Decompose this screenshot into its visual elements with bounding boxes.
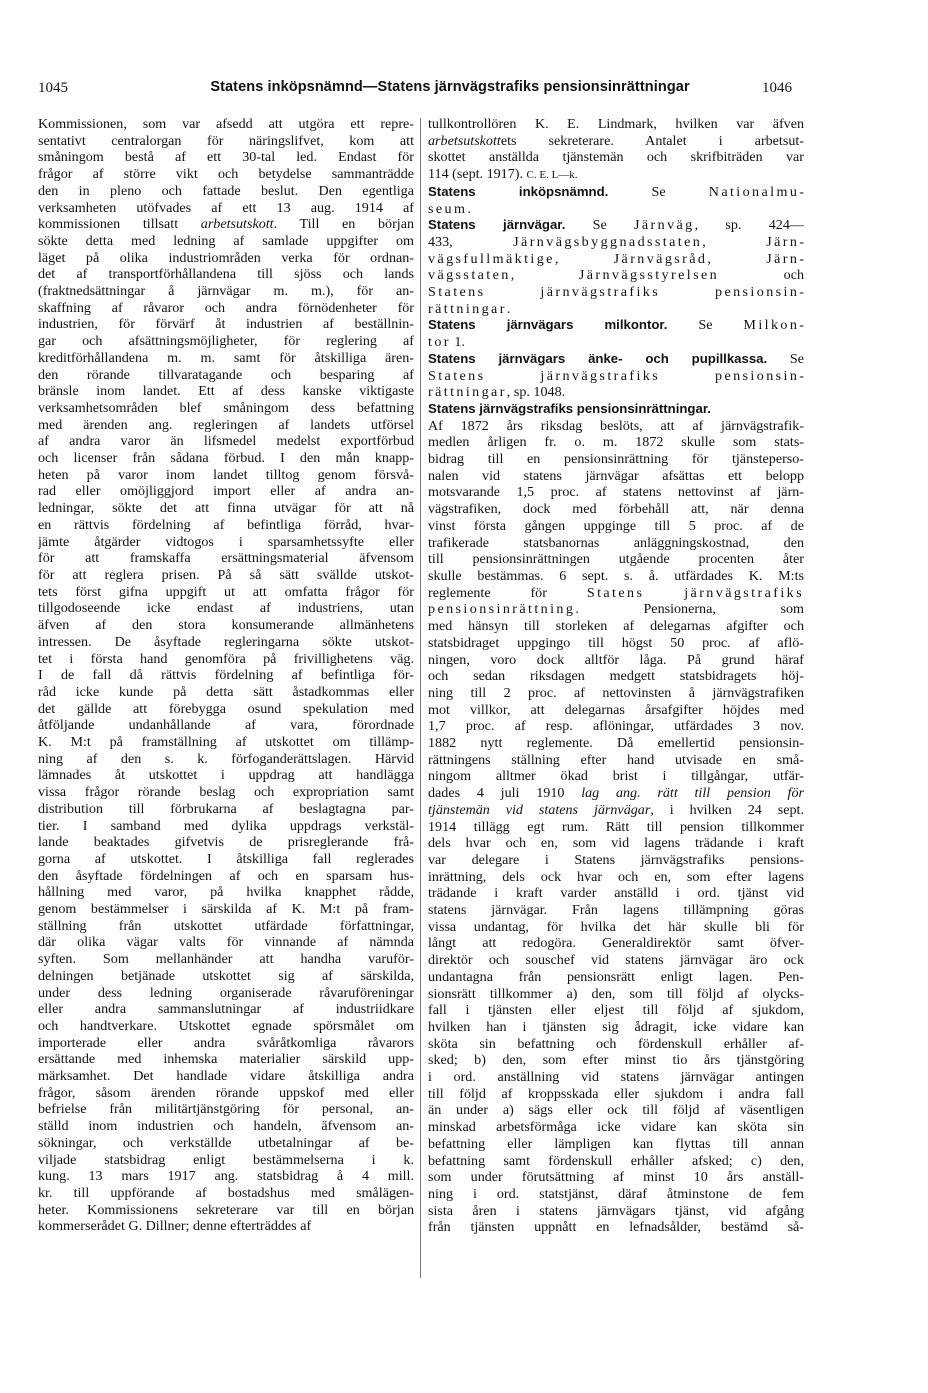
left-column-line: och licenser från sådana förbud. I den mån knapp- (38, 450, 414, 467)
left-column-line: lande beaktades gifvetvis de prisreglerande frå- (38, 834, 414, 851)
right-column-line: och sedan riksdagen medgett statsbidragets höj- (428, 668, 804, 685)
left-column-line: befrielse från militärtjänstgöring för personal, an- (38, 1101, 414, 1118)
right-column-line: ning till 2 proc. af nettovinsten å järnvägstrafiken (428, 684, 804, 701)
right-column-line: Statens järnvägar. Se Järnväg, sp. 424— (428, 217, 804, 234)
left-column-line: genom bestämmelser i särskilda af K. M:t på fram- (38, 901, 414, 918)
left-column-line: den rörande tillvaratagande och besparing af (38, 366, 414, 383)
left-column-line: lämnades åt utskottet i uppdrag att handlägga (38, 767, 414, 784)
right-column-line: än under a) sägs eller ock till följd af väsentligen (428, 1102, 804, 1119)
left-column-line: med ärenden ang. regleringen af landets utförsel (38, 416, 414, 433)
left-column-line: af andra varor än lifsmedel medelst exportförbud (38, 433, 414, 450)
left-column-line: gar och afsättningsmöjligheter, för reglering af (38, 333, 414, 350)
left-column-line: det af transportförhållandena till sjöss och lands (38, 266, 414, 283)
left-column-line: åtföljande undanhållande af vara, förordnade (38, 717, 414, 734)
left-column-line: den åsyftade fördelningen af och en sparsam hus- (38, 867, 414, 884)
page-number-left: 1045 (38, 80, 68, 96)
right-column-line: motsvarande 1,5 proc. af statens nettovinst af järn- (428, 484, 804, 501)
left-column-line: sentativt centralorgan för näringslifvet, kom att (38, 132, 414, 149)
right-column-line: dades 4 juli 1910 lag ang. rätt till pension för (428, 785, 804, 802)
left-column-line: distribution till förbrukarna af beslagtagna par- (38, 800, 414, 817)
left-column-line: rad eller omöjliggjord import eller af andra an- (38, 483, 414, 500)
left-column-line: frågor, såsom ärenden rörande uppskof med eller (38, 1084, 414, 1101)
right-column-line: befattning eller lämpligen kan flyttas till annan (428, 1135, 804, 1152)
left-column-line: viljade statsbidrag enligt bestämmelserna i k. (38, 1151, 414, 1168)
right-column-line: bidrag till en pensionsinrättning för tjänsteperso- (428, 451, 804, 468)
right-column-line: ningom alltmer ökad brist i tillgångar, utfär- (428, 768, 804, 785)
right-column (428, 116, 804, 1236)
right-column-line: mot villkor, att delegarnas årsafgifter höjdes med (428, 701, 804, 718)
right-column-line: fall i tjänsten eller eljest till följd af sjukdom, (428, 1002, 804, 1019)
right-column-line: undantagna från pensionsrätt enligt lagen. Pen- (428, 968, 804, 985)
left-column-line: Kommissionen, som var afsedd att utgöra ett repre- (38, 116, 414, 132)
right-column-line: ning i ord. statstjänst, däraf åtminstone de fem (428, 1186, 804, 1202)
left-column-line: eller andra sammanslutningar af industriidkare (38, 1001, 414, 1018)
right-column-line: statens järnvägar. Från lagens tillämpning göras (428, 902, 804, 919)
right-column-line: långt att redogöra. Generaldirektör samt öfver- (428, 935, 804, 952)
left-column-line: importerade eller andra svåråtkomliga råvarors (38, 1034, 414, 1051)
right-column-line: medlen årligen fr. o. m. 1872 skulle som stats- (428, 434, 804, 451)
right-column-line: trafikerade statsbanornas anläggningskostnad, den (428, 534, 804, 551)
right-column-line: seum. (428, 200, 471, 217)
left-column-line: delningen betjänade utskottet sig af särskilda, (38, 967, 414, 984)
left-column-line: och handtverkare. Utskottet egnade spörsmålet om (38, 1017, 414, 1034)
right-column-line: Af 1872 års riksdag beslöts, att af järnvägstrafik- (428, 417, 804, 434)
right-column-line: till följd af kroppsskada eller sjukdom i andra fall (428, 1085, 804, 1102)
right-column-line: som under förutsättning af minst 10 års anställ- (428, 1169, 804, 1186)
right-column-line: rättningens ställning efter hand utvisade en små- (428, 751, 804, 768)
running-header-title: Statens inköpsnämnd—Statens järnvägstrafiks pensionsinrättningar (210, 79, 690, 95)
left-column-line: intressen. De åsyftade regleringarna sökte utskot- (38, 633, 414, 650)
right-column-line: vägstrafiken, dock med förbehåll att, när denna (428, 501, 804, 518)
left-column-line: frågor af större vikt och betydelse sammanträdde (38, 166, 414, 183)
left-column-line: råd icke kunde på detta sätt åstadkommas eller (38, 683, 414, 700)
right-column-line: reglemente för Statens järnvägstrafiks (428, 584, 804, 601)
right-column-line: rättningar, sp. 1048. (428, 384, 566, 401)
right-column-line: statsbidraget uppgingo till högst 50 proc. af aflö- (428, 634, 804, 651)
left-column-line: heten på varor inom landet tilltog genom försvå- (38, 466, 414, 483)
left-column-line: kung. 13 mars 1917 ang. statsbidrag å 4 mill. (38, 1168, 414, 1185)
left-column-line: ning af den s. k. förfoganderättslagen. Härvid (38, 750, 414, 767)
right-column-line: 114 (sept. 1917). C. E. L—k. (428, 166, 578, 183)
left-column-line: kommerserådet G. Dillner; denne efterträddes af (38, 1218, 312, 1235)
right-column-line: sköta sin befattning och fördenskull erhåller af- (428, 1035, 804, 1052)
left-column-line: sökte detta med ledning af samlade uppgifter om (38, 232, 414, 249)
left-column-line: småningom bestå af ett 30-tal led. Endast för (38, 149, 414, 166)
right-column-line: Statens järnvägars änke- och pupillkassa. Se (428, 350, 804, 367)
right-column-line: från tjänsten uppnått en lefnadsålder, bestämd så- (428, 1219, 804, 1236)
right-column-line: vägsstaten, Järnvägsstyrelsen och (428, 267, 804, 284)
right-column-line: skulle bestämmas. 6 sept. s. å. utfärdades K. M:ts (428, 567, 804, 584)
right-column-line: 1914 tillägg egt rum. Rätt till pension tillkommer (428, 818, 804, 835)
left-column-line: ställd inom industrien och handeln, äfvensom an- (38, 1118, 414, 1135)
left-column-line: syften. Som mellanhänder att handha varuför- (38, 951, 414, 968)
right-column-line: var delegare i Statens järnvägstrafiks pensions- (428, 851, 804, 868)
left-column-line: kreditförhållandena m. m. samt för åtskilliga ären- (38, 349, 414, 366)
left-column-line: kommissionen tillsatt arbetsutskott. Till en början (38, 216, 414, 233)
right-column-line: nalen vid statens järnvägar afsättas ett belopp (428, 467, 804, 484)
right-column-line: vägsfullmäktige, Järnvägsråd, Järn- (428, 250, 804, 267)
left-column-line: verksamhetsområden blef småningom dess befattning (38, 399, 414, 416)
left-column-line: tets först gifna uppgift ut att omfatta frågor för (38, 583, 414, 600)
right-column-line: pensionsinrättning. Pensionerna, som (428, 601, 804, 618)
left-column-line: den in pleno och fattade beslut. Den egentliga (38, 182, 414, 199)
right-column-line: Statens järnvägars milkontor. Se Milkon- (428, 317, 804, 334)
left-column-line: märksamhet. Det handlade vidare åtskilliga andra (38, 1068, 414, 1085)
left-column-line: hållning med varor, på hvilka knapphet rådde, (38, 884, 414, 901)
right-column-line: trädande i kraft varder anställd i ord. tjänst vid (428, 885, 804, 902)
left-column-line: för att reglera prisen. På så sätt svällde utskot- (38, 566, 414, 583)
left-column-line: under dess ledning organiserade råvaruföreningar (38, 984, 414, 1001)
left-column-line: (fraktnedsättningar å järnvägar m. m.), för an- (38, 283, 414, 300)
right-column-line: sista åren i statens järnvägars tjänst, vid afgång (428, 1202, 804, 1219)
left-column-line: kr. till uppförande af bostadshus med smålägen- (38, 1185, 414, 1201)
left-column-line: tet i första hand genomföra på frivillighetens väg. (38, 650, 414, 667)
right-column-line: sionsrätt tillkommer a) den, som till följd af olycks- (428, 985, 804, 1002)
right-column-line: Statens järnvägstrafiks pensionsinrättningar. (428, 400, 711, 416)
left-column-line: verksamheten utöfvades af ett 13 aug. 1914 af (38, 199, 414, 216)
right-column-line: vissa undantag, för hvilka det här skulle bli för (428, 918, 804, 935)
left-column-line: gorna af utskottet. I åtskilliga fall reglerades (38, 850, 414, 867)
right-column-line: tor 1. (428, 334, 465, 351)
left-column-line: ersättande med inhemska materialier särskild upp- (38, 1051, 414, 1068)
right-column-line: tullkontrollören K. E. Lindmark, hvilken var äfven (428, 116, 804, 132)
right-column-line: skottet anställda tjänstemän och skrifbiträden var (428, 149, 804, 166)
left-column-line: läget på olika industriområden verka för ordnan- (38, 249, 414, 266)
right-column-line: 433, Järnvägsbyggnadsstaten, Järn- (428, 233, 804, 250)
left-column-line: jämte åtgärder vidtogos i sparsamhetssyfte eller (38, 533, 414, 550)
right-column-line: hvilken han i tjänsten sig ådragit, icke vidare kan (428, 1018, 804, 1035)
left-column-line: tier. I samband med dylika uppdrags verkstäl- (38, 817, 414, 834)
left-column-line: K. M:t på framställning af utskottet om tillämp- (38, 734, 414, 751)
right-column-line: 1,7 proc. af resp. aflöningar, utfärdades 3 nov. (428, 718, 804, 735)
right-column-line: Statens inköpsnämnd. Se Nationalmu- (428, 183, 804, 200)
column-divider (420, 118, 421, 1278)
right-column-line: inrättning, dels ock hvar och en, som efter lagens (428, 868, 804, 885)
right-column-line: tjänstemän vid statens järnvägar, i hvilken 24 sept. (428, 801, 804, 818)
left-column-line: vissa frågor rörande beslag och expropriation samt (38, 784, 414, 801)
right-column-line: Statens järnvägstrafiks pensionsin- (428, 367, 804, 384)
left-column-line: I de fall då rättvis fördelning af befintliga för- (38, 667, 414, 684)
right-column-line: direktör och souschef vid statens järnvägar äro ock (428, 952, 804, 969)
right-column-line: till pensionsinrättningen utgående procenten åter (428, 551, 804, 568)
right-column-line: sked; b) den, som efter minst tio års tjänstgöring (428, 1052, 804, 1069)
right-column-line: ningen, voro dock alltför låga. På grund häraf (428, 651, 804, 668)
right-column-line: minskad arbetsförmåga icke vidare kan sköta sin (428, 1119, 804, 1136)
left-column-line: skaffning af råvaror och andra förnödenheter för (38, 299, 414, 316)
left-column-line: bränsle inom landet. Ett af dess kanske viktigaste (38, 383, 414, 400)
left-column-line: en rättvis fördelning af befintliga förråd, hvar- (38, 516, 414, 533)
left-column-line: äfven af den stora konsumerande allmänhetens (38, 617, 414, 634)
left-column-line: för att framskaffa ersättningsmaterial äfvensom (38, 550, 414, 567)
left-column-line: industrien, för förvärf åt industrien af beställnin- (38, 316, 414, 333)
left-column-line: ställning från utskottet utfärdade författningar, (38, 917, 414, 934)
left-column-line: det gällde att förebygga osund spekulation med (38, 700, 414, 717)
right-column-line: med hänsyn till storleken af delegarnas afgifter och (428, 618, 804, 635)
left-column-line: tillgodoseende icke endast af industriens, utan (38, 600, 414, 617)
right-column-line: i ord. anställning vid statens järnvägar antingen (428, 1069, 804, 1086)
left-column (38, 116, 414, 1235)
right-column-line: Statens järnvägstrafiks pensionsin- (428, 284, 804, 301)
right-column-line: arbetsutskottets sekreterare. Antalet i arbetsut- (428, 132, 804, 149)
left-column-line: där olika vägar valts för vinnande af nämnda (38, 934, 414, 951)
left-column-line: heter. Kommissionens sekreterare var till en början (38, 1201, 414, 1218)
page-number-right: 1046 (762, 80, 792, 96)
left-column-line: sökningar, och verkställde utbetalningar af be- (38, 1134, 414, 1151)
right-column-line: 1882 nytt reglemente. Då emellertid pensionsin- (428, 735, 804, 752)
right-column-line: dels hvar och en, som vid lagens trädande i kraft (428, 835, 804, 852)
right-column-line: rättningar. (428, 300, 511, 317)
right-column-line: befattning samt fördenskull erhåller afsked; c) den, (428, 1152, 804, 1169)
right-column-line: vinst första gången uppginge till 5 proc. af de (428, 517, 804, 534)
left-column-line: ledningar, sökte det att finna utvägar för att nå (38, 500, 414, 517)
